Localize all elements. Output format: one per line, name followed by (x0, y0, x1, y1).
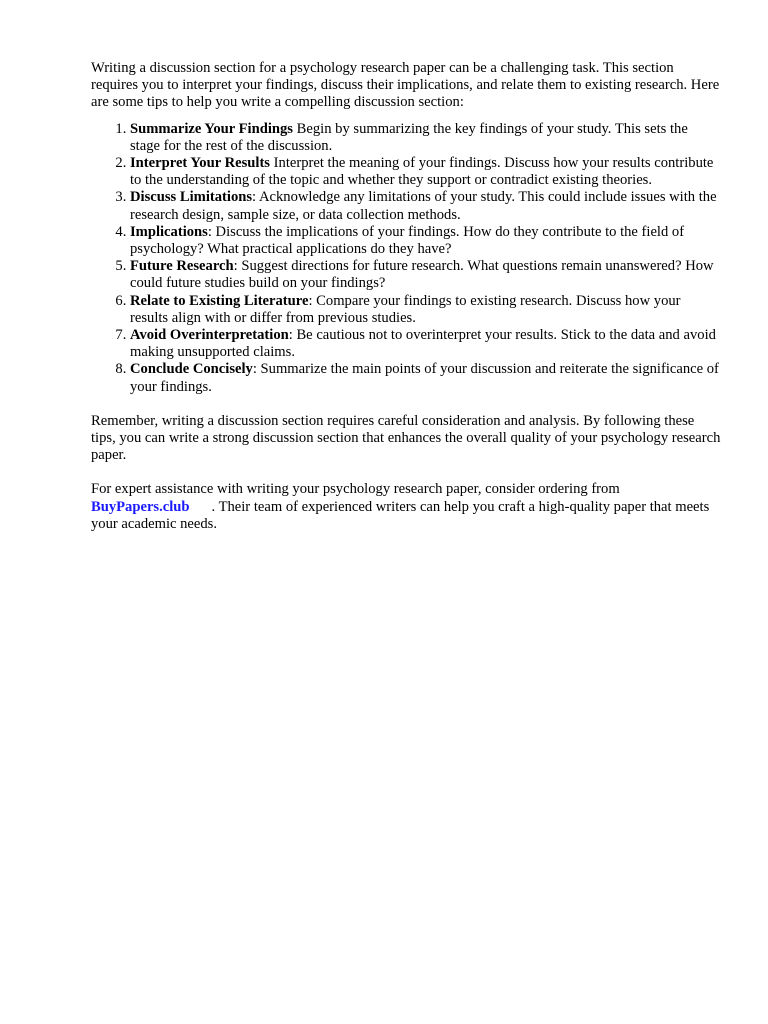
tip-text: Acknowledge any limitations of your study. This could include issues with the research design, sample size, or data collection methods. (130, 189, 717, 223)
tip-text: Be cautious not to overinterpret your results. Stick to the data and avoid making unsupported claims. (130, 327, 716, 361)
tip-term: Relate to Existing Literature (130, 292, 309, 309)
tip-term: Future Research (130, 258, 234, 275)
tip-term: Conclude Concisely (130, 361, 253, 378)
list-item (130, 293, 721, 327)
list-item (130, 327, 721, 361)
tip-separator: : (252, 189, 259, 206)
tip-separator: : (288, 327, 297, 344)
tip-term: Discuss Limitations (130, 189, 253, 206)
tip-separator: : (252, 361, 261, 378)
tip-term: Summarize Your Findings (130, 120, 293, 137)
closing-text-after: . Their team of experienced writers can help you craft a high-quality paper that meets your academic needs. (91, 498, 710, 532)
buypapers-link[interactable]: BuyPapers.club (91, 498, 190, 515)
intro-paragraph: Writing a discussion section for a psychology research paper can be a challenging task. This section requires you to interpret your findings, discuss their implications, and relate them to existing research. Here are some tips to help you write a compelling discussion section: (91, 60, 720, 111)
tip-text: Interpret the meaning of your findings. Discuss how your results contribute to the understanding of the topic and whether they support or contradict existing theories. (130, 155, 714, 189)
list-item (130, 189, 721, 223)
tip-term: Interpret Your Results (130, 155, 270, 172)
closing-text-before: For expert assistance with writing your psychology research paper, consider ordering from (91, 481, 620, 498)
tip-separator: : (207, 223, 216, 240)
tips-list (91, 121, 721, 396)
document-page (91, 60, 721, 533)
tip-term: Avoid Overinterpretation (130, 327, 289, 344)
tip-text: Suggest directions for future research. What questions remain unanswered? How could future studies build on your findings? (130, 258, 714, 292)
tip-separator: : (308, 292, 317, 309)
list-item (130, 361, 721, 395)
list-item (130, 121, 721, 155)
tip-text: Compare your findings to existing research. Discuss how your results align with or differ from previous studies. (130, 292, 681, 326)
tip-text: Summarize the main points of your discussion and reiterate the significance of your findings. (130, 361, 719, 395)
remember-paragraph: Remember, writing a discussion section requires careful consideration and analysis. By following these tips, you can write a strong discussion section that enhances the overall quality of your psychology research paper. (91, 412, 721, 464)
list-item (130, 258, 721, 292)
tip-text: Begin by summarizing the key findings of your study. This sets the stage for the rest of the discussion. (130, 120, 688, 154)
tip-term: Implications (130, 223, 208, 240)
closing-paragraph (91, 481, 721, 533)
list-item (130, 155, 721, 189)
tip-text: Discuss the implications of your findings. How do they contribute to the field of psychology? What practical applications do they have? (130, 223, 685, 258)
list-item (130, 224, 721, 258)
tip-separator: : (233, 258, 242, 275)
